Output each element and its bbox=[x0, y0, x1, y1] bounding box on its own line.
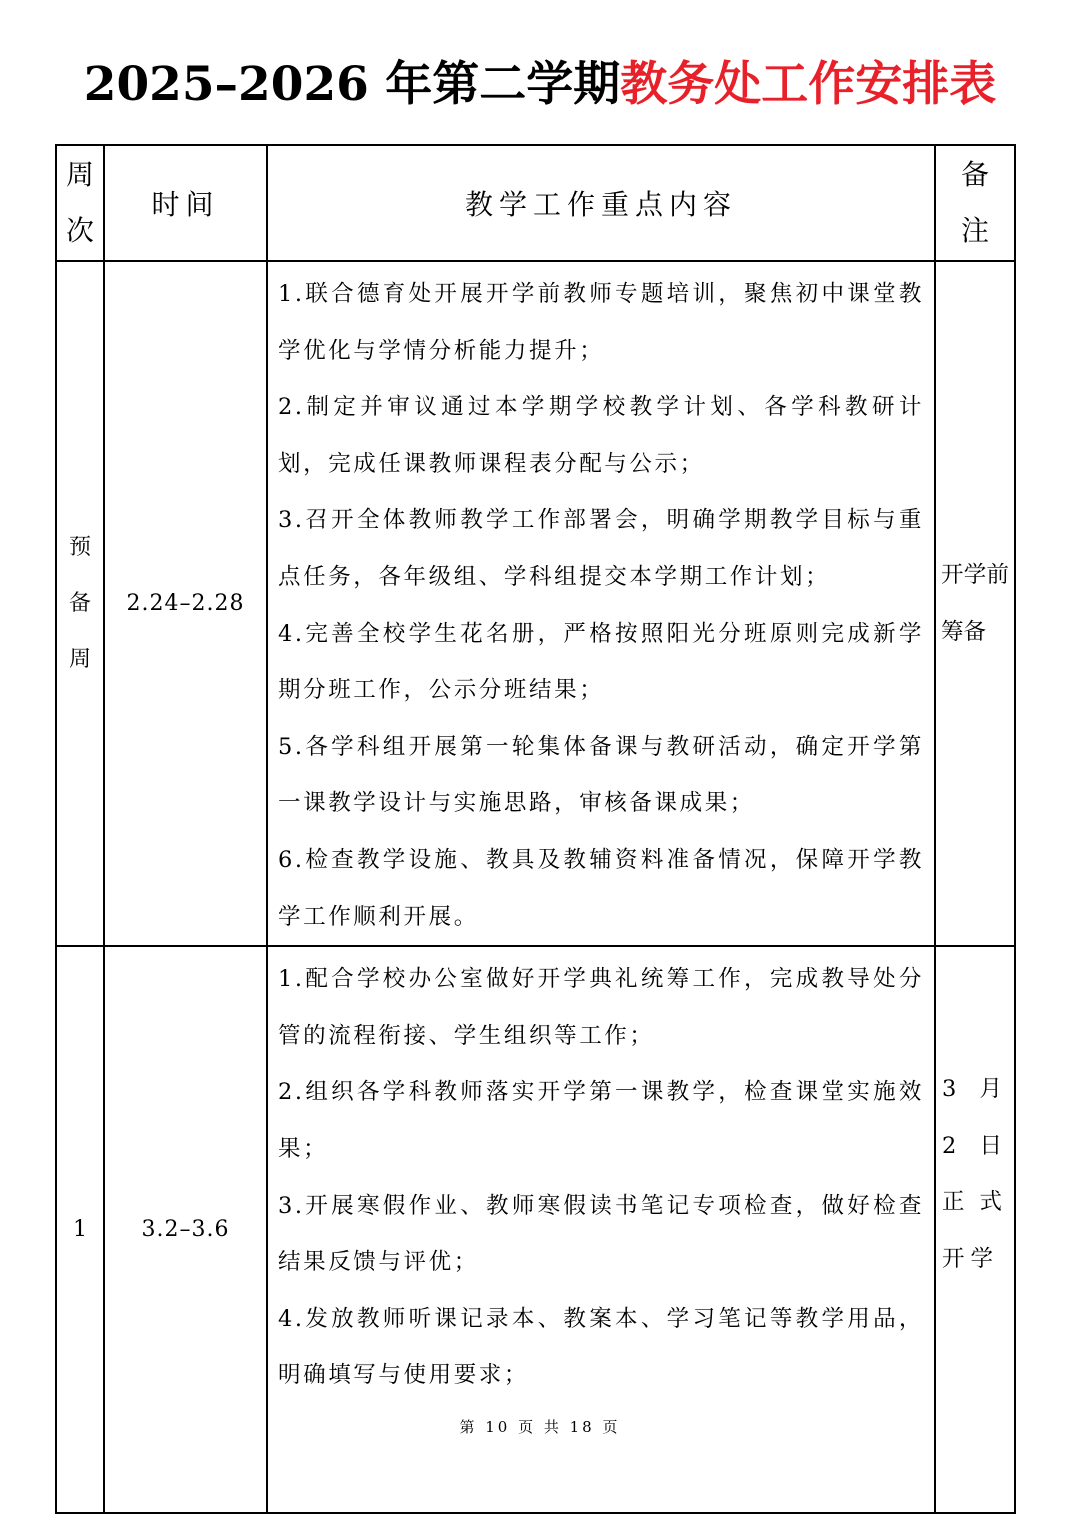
time-cell: 3.2–3.6 bbox=[104, 946, 267, 1513]
content-item: 5.各学科组开展第一轮集体备课与教研活动，确定开学第一课教学设计与实施思路，审核备课成果； bbox=[278, 733, 924, 817]
week-char: 预 bbox=[68, 534, 91, 560]
header-note bbox=[935, 145, 1015, 261]
content-item: 1.联合德育处开展开学前教师专题培训，聚焦初中课堂教学优化与学情分析能力提升； bbox=[278, 281, 924, 364]
schedule-table bbox=[55, 144, 1016, 1514]
header-note-char: 备 bbox=[960, 158, 989, 191]
header-row bbox=[56, 145, 1015, 261]
title-black: 2025–2026 年第二学期 bbox=[83, 57, 621, 112]
content-item: 1.配合学校办公室做好开学典礼统筹工作，完成教导处分管的流程衔接、学生组织等工作； bbox=[278, 966, 924, 1049]
week-char: 周 bbox=[68, 646, 91, 672]
content-item: 3.开展寒假作业、教师寒假读书笔记专项检查，做好检查结果反馈与评优； bbox=[278, 1192, 924, 1276]
page-title bbox=[0, 52, 1080, 118]
note-cell bbox=[935, 261, 1015, 946]
header-time: 时间 bbox=[104, 145, 267, 261]
content-item: 2.组织各学科教师落实开学第一课教学，检查课堂实施效果； bbox=[278, 1079, 924, 1162]
header-content: 教学工作重点内容 bbox=[267, 145, 935, 261]
time-cell: 2.24–2.28 bbox=[104, 261, 267, 946]
content-item: 4.发放教师听课记录本、教案本、学习笔记等教学用品，明确填写与使用要求； bbox=[278, 1305, 924, 1389]
table-row-prep-week bbox=[56, 261, 1015, 946]
header-week bbox=[56, 145, 104, 261]
header-note-char: 注 bbox=[960, 214, 989, 247]
week-cell bbox=[56, 261, 104, 946]
header-week-char: 周 bbox=[65, 158, 94, 191]
content-item: 4.完善全校学生花名册，严格按照阳光分班原则完成新学期分班工作，公示分班结果； bbox=[278, 620, 924, 704]
note-text: 开学前筹备 bbox=[941, 561, 1009, 645]
week-char: 备 bbox=[68, 590, 91, 616]
header-week-char: 次 bbox=[65, 214, 94, 247]
page-footer: 第 10 页 共 18 页 bbox=[459, 1418, 621, 1436]
note-text: 3月2日正式开学 bbox=[942, 1076, 1008, 1272]
content-item: 2.制定并审议通过本学期学校教学计划、各学科教研计划，完成任课教师课程表分配与公示； bbox=[278, 394, 924, 477]
week-cell: 1 bbox=[56, 946, 104, 1513]
content-cell bbox=[267, 261, 935, 946]
content-item: 3.召开全体教师教学工作部署会，明确学期教学目标与重点任务，各年级组、学科组提交本学期工作计划； bbox=[278, 507, 924, 590]
content-item: 6.检查教学设施、教具及教辅资料准备情况，保障开学教学工作顺利开展。 bbox=[278, 846, 924, 930]
title-red: 教务处工作安排表 bbox=[620, 57, 997, 112]
